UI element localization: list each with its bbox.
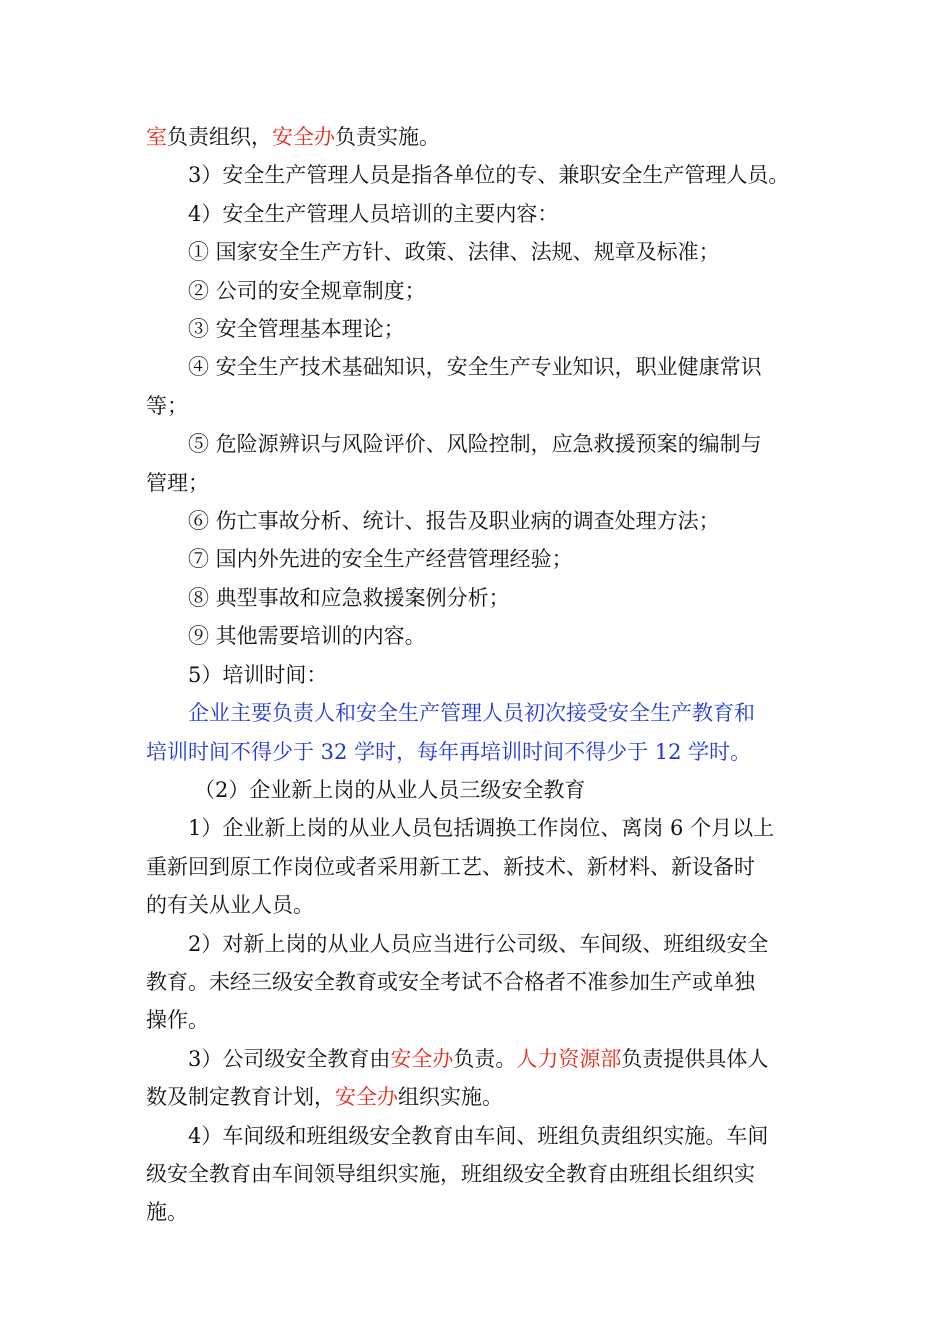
list-item-6: ⑥ 伤亡事故分析、统计、报告及职业病的调查处理方法； [188, 509, 720, 534]
paragraph-line-28: 级安全教育由车间领导组织实施，班组级安全教育由班组长组织实 [146, 1161, 755, 1186]
list-item-4: ④ 安全生产技术基础知识，安全生产专业知识，职业健康常识 [188, 355, 762, 380]
highlight-red: 人力资源部 [516, 1046, 622, 1071]
highlight-red: 安全办 [272, 125, 335, 149]
highlight-blue-line-1: 企业主要负责人和安全生产管理人员初次接受安全生产教育和 [188, 701, 755, 726]
text-run: 负责提供具体人 [621, 1046, 769, 1071]
paragraph-line-23: 教育。未经三级安全教育或安全考试不合格者不准参加生产或单独 [146, 969, 755, 994]
text-run: 负责。 [453, 1046, 517, 1071]
list-item-5-cont: 管理； [146, 470, 209, 495]
paragraph-line-29: 施。 [146, 1200, 188, 1225]
paragraph-line-22: 2）对新上岗的从业人员应当进行公司级、车间级、班组级安全 [188, 931, 769, 956]
paragraph-line-20: 重新回到原工作岗位或者采用新工艺、新技术、新材料、新设备时 [146, 854, 755, 879]
list-item-2: ② 公司的安全规章制度； [188, 278, 426, 303]
list-item-9: ⑨ 其他需要培训的内容。 [188, 624, 426, 649]
paragraph-line-26 [146, 1078, 810, 1116]
highlight-red: 室 [146, 125, 167, 149]
highlight-blue-line-2: 培训时间不得少于 32 学时，每年再培训时间不得少于 12 学时。 [146, 739, 752, 764]
text-run: 数及制定教育计划， [146, 1085, 335, 1110]
text-run: 组织实施。 [398, 1085, 503, 1110]
highlight-red: 安全办 [390, 1046, 454, 1071]
paragraph-line-2: 3）安全生产管理人员是指各单位的专、兼职安全生产管理人员。 [188, 163, 790, 188]
document-body [146, 118, 810, 1232]
text-run: 3）公司级安全教育由 [188, 1046, 391, 1071]
paragraph-line-19: 1）企业新上岗的从业人员包括调换工作岗位、离岗 6 个月以上 [188, 816, 775, 841]
list-item-7: ⑦ 国内外先进的安全生产经营管理经验； [188, 547, 573, 572]
list-item-1: ① 国家安全生产方针、政策、法律、法规、规章及标准； [188, 240, 720, 265]
paragraph-line-21: 的有关从业人员。 [146, 893, 314, 918]
list-item-5: ⑤ 危险源辨识与风险评价、风险控制，应急救援预案的编制与 [188, 432, 762, 457]
text-run: 负责组织， [167, 125, 272, 149]
paragraph-line-3: 4）安全生产管理人员培训的主要内容： [188, 201, 559, 226]
paragraph-line-24: 操作。 [146, 1008, 209, 1033]
paragraph-line-15: 5）培训时间： [188, 662, 328, 687]
highlight-red: 安全办 [335, 1085, 398, 1110]
paragraph-line-1 [146, 118, 810, 156]
list-item-3: ③ 安全管理基本理论； [188, 317, 405, 342]
paragraph-line-27: 4）车间级和班组级安全教育由车间、班组负责组织实施。车间 [188, 1123, 769, 1148]
list-item-4-cont: 等； [146, 393, 188, 418]
list-item-8: ⑧ 典型事故和应急救援案例分析； [188, 585, 510, 610]
text-run: 负责实施。 [335, 125, 440, 149]
paragraph-line-25 [146, 1040, 810, 1078]
section-heading: （2）企业新上岗的从业人员三级安全教育 [194, 777, 586, 802]
